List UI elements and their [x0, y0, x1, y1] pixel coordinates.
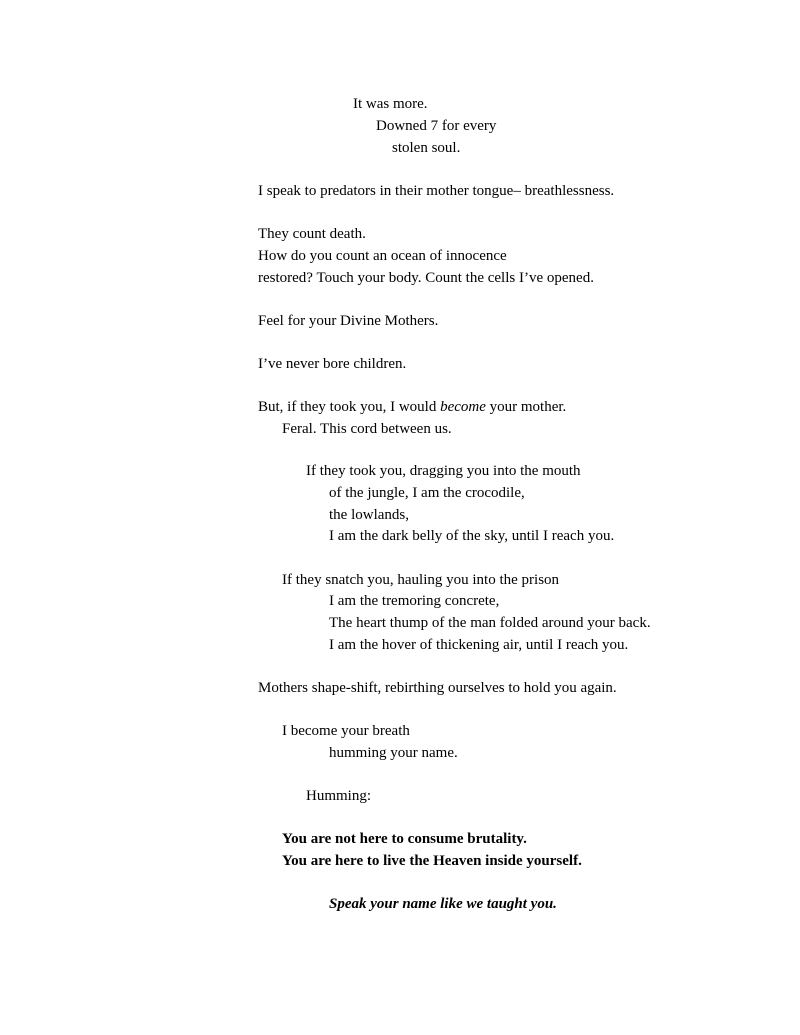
poem-line: The heart thump of the man folded around your back. [329, 615, 651, 631]
poem-line: It was more. [353, 96, 428, 112]
poem-line-part: But, if they took you, I would [258, 399, 441, 415]
poem-line: I am the tremoring concrete, [329, 593, 500, 609]
poem-line: stolen soul. [392, 140, 461, 156]
emphasis-word: become [440, 399, 486, 415]
poem-line: Downed 7 for every [376, 118, 497, 134]
poem-line: restored? Touch your body. Count the cells I’ve opened. [258, 270, 594, 286]
poem-line-bold: You are not here to consume brutality. [282, 831, 527, 847]
poem-line-bold: You are here to live the Heaven inside yourself. [282, 853, 582, 869]
poem-line: I am the dark belly of the sky, until I reach you. [329, 528, 615, 544]
poem-line: If they took you, dragging you into the mouth [306, 463, 581, 479]
poem-line: How do you count an ocean of innocence [258, 248, 507, 264]
poem-line: Humming: [306, 788, 372, 804]
poem-line: Mothers shape-shift, rebirthing ourselves to hold you again. [258, 680, 617, 696]
poem-line-part: your mother. [485, 399, 567, 415]
poem-line: I speak to predators in their mother tongue– breathlessness. [258, 183, 615, 199]
poem-line: I become your breath [282, 723, 410, 739]
poem-line: Feel for your Divine Mothers. [258, 313, 439, 329]
poem-line: Feral. This cord between us. [282, 421, 452, 437]
poem-line: I am the hover of thickening air, until I reach you. [329, 637, 629, 653]
poem-line: humming your name. [329, 745, 458, 761]
poem-line [258, 398, 566, 416]
poem-line: If they snatch you, hauling you into the prison [282, 572, 560, 588]
poem-line: They count death. [258, 226, 366, 242]
poem-line: I’ve never bore children. [258, 356, 407, 372]
poem-line: of the jungle, I am the crocodile, [329, 485, 525, 501]
poem-line: the lowlands, [329, 507, 409, 523]
poem-closing-line: Speak your name like we taught you. [329, 896, 557, 912]
